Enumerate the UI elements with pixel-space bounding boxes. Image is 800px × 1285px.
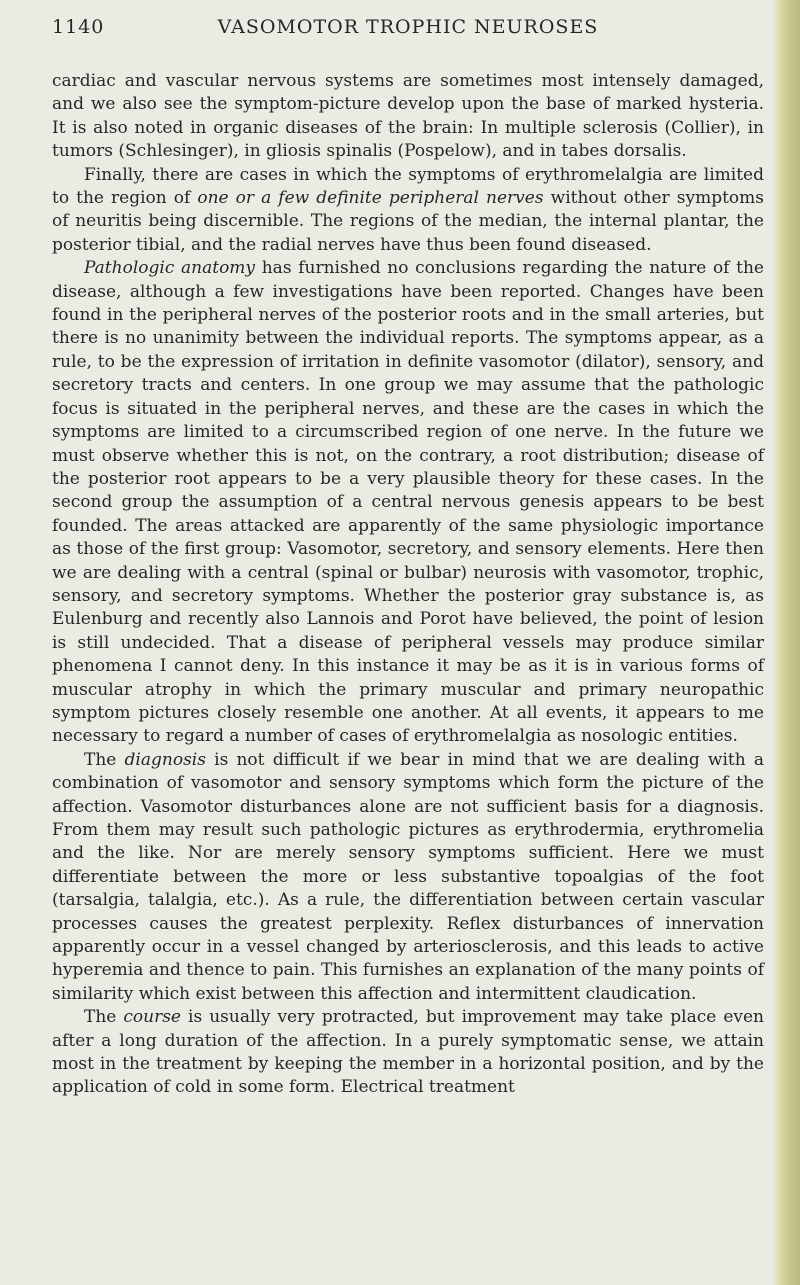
emphasis-text: diagnosis <box>124 749 206 770</box>
page-edge-shadow <box>772 0 800 1285</box>
paragraph-text: is not difficult if we bear in mind that we are dealing with a combination of vasomotor and sensory symptoms which form the picture of the affection. Vasomotor disturbances alone are not sufficient basis for a diagnosis. From them may result such pathologic pictures as erythrodermia, erythromelia and the like. Nor are merely sensory symptoms sufficient. Here we must differentiate between the more or less substantive topoalgias of the foot (tarsalgia, talalgia, etc.). As a rule, the differentiation between certain vascular processes causes the greatest perplexity. Reflex disturbances of innervation apparently occur in a vessel changed by arteriosclerosis, and this leads to active hyperemia and thence to pain. This furnishes an explanation of the many points of similarity which exist between this affection and intermittent claudication. <box>52 749 764 1004</box>
paragraph-text: Finally, there are cases in which the symptoms of erythromelalgia are limited to the region of <box>52 164 764 209</box>
paragraph-course <box>52 1006 764 1100</box>
paragraph-text: is usually very protracted, but improvement may take place even after a long duration of the affection. In a purely symptomatic sense, we attain most in the treatment by keeping the member in a horizontal position, and by the application of cold in some form. Electrical treatment <box>52 1007 764 1098</box>
book-page <box>52 16 764 1100</box>
paragraph-text: without other symptoms of neuritis being discernible. The regions of the median, the internal plantar, the posterior tibial, and the radial nerves have thus been found diseased. <box>52 188 764 255</box>
paragraph-text: has furnished no conclusions regarding the nature of the disease, although a few investigations have been reported. Changes have been found in the peripheral nerves of the posterior roots and in the small arteries, but there is no unanimity between the individual reports. The symptoms appear, as a rule, to be the expression of irritation in definite vasomotor (dilator), sensory, and secretory tracts and centers. In one group we may assume that the pathologic focus is situated in the peripheral nerves, and these are the cases in which the symptoms are limited to a circumscribed region of one nerve. In the future we must observe whether this is not, on the contrary, a root distribution; disease of the posterior root appears to be a very plausible theory for these cases. In the second group the assumption of a central nervous genesis appears to be best founded. The areas attacked are apparently of the same physiologic importance as those of the first group: Vasomotor, secretory, and sensory elements. Here then we are dealing with a central (spinal or bulbar) neurosis with vasomotor, trophic, sensory, and secretory symptoms. Whether the posterior gray substance is, as Eulenburg and recently also Lannois and Porot have believed, the point of lesion is still undecided. That a disease of peripheral vessels may produce similar phenomena I cannot deny. In this instance it may be as it is in various forms of muscular atrophy in which the primary muscular and primary neuropathic symptom pictures closely resemble one another. At all events, it appears to me necessary to regard a number of cases of erythromelalgia as nosologic entities. <box>52 258 764 747</box>
body-text <box>52 70 764 1100</box>
paragraph-pathologic-anatomy <box>52 257 764 749</box>
running-head <box>52 16 764 52</box>
paragraph-text: The <box>84 749 125 770</box>
running-title: VASOMOTOR TROPHIC NEUROSES <box>217 16 599 38</box>
paragraph-continuation: cardiac and vascular nervous systems are sometimes most intensely damaged, and we also see the symptom-picture develop upon the base of marked hysteria. It is also noted in organic diseases of the brain: In multiple sclerosis (Collier), in tumors (Schlesinger), in gliosis spinalis (Pospelow), and in tabes dorsalis. <box>52 71 764 162</box>
emphasis-text: course <box>123 1007 181 1028</box>
page-number: 1140 <box>52 16 105 38</box>
emphasis-text: one or a few definite peripheral nerves <box>197 188 544 209</box>
paragraph-diagnosis <box>52 749 764 1006</box>
paragraph-text: The <box>84 1007 124 1028</box>
paragraph-peripheral-nerves <box>52 164 764 258</box>
emphasis-text: Pathologic anatomy <box>84 258 256 279</box>
